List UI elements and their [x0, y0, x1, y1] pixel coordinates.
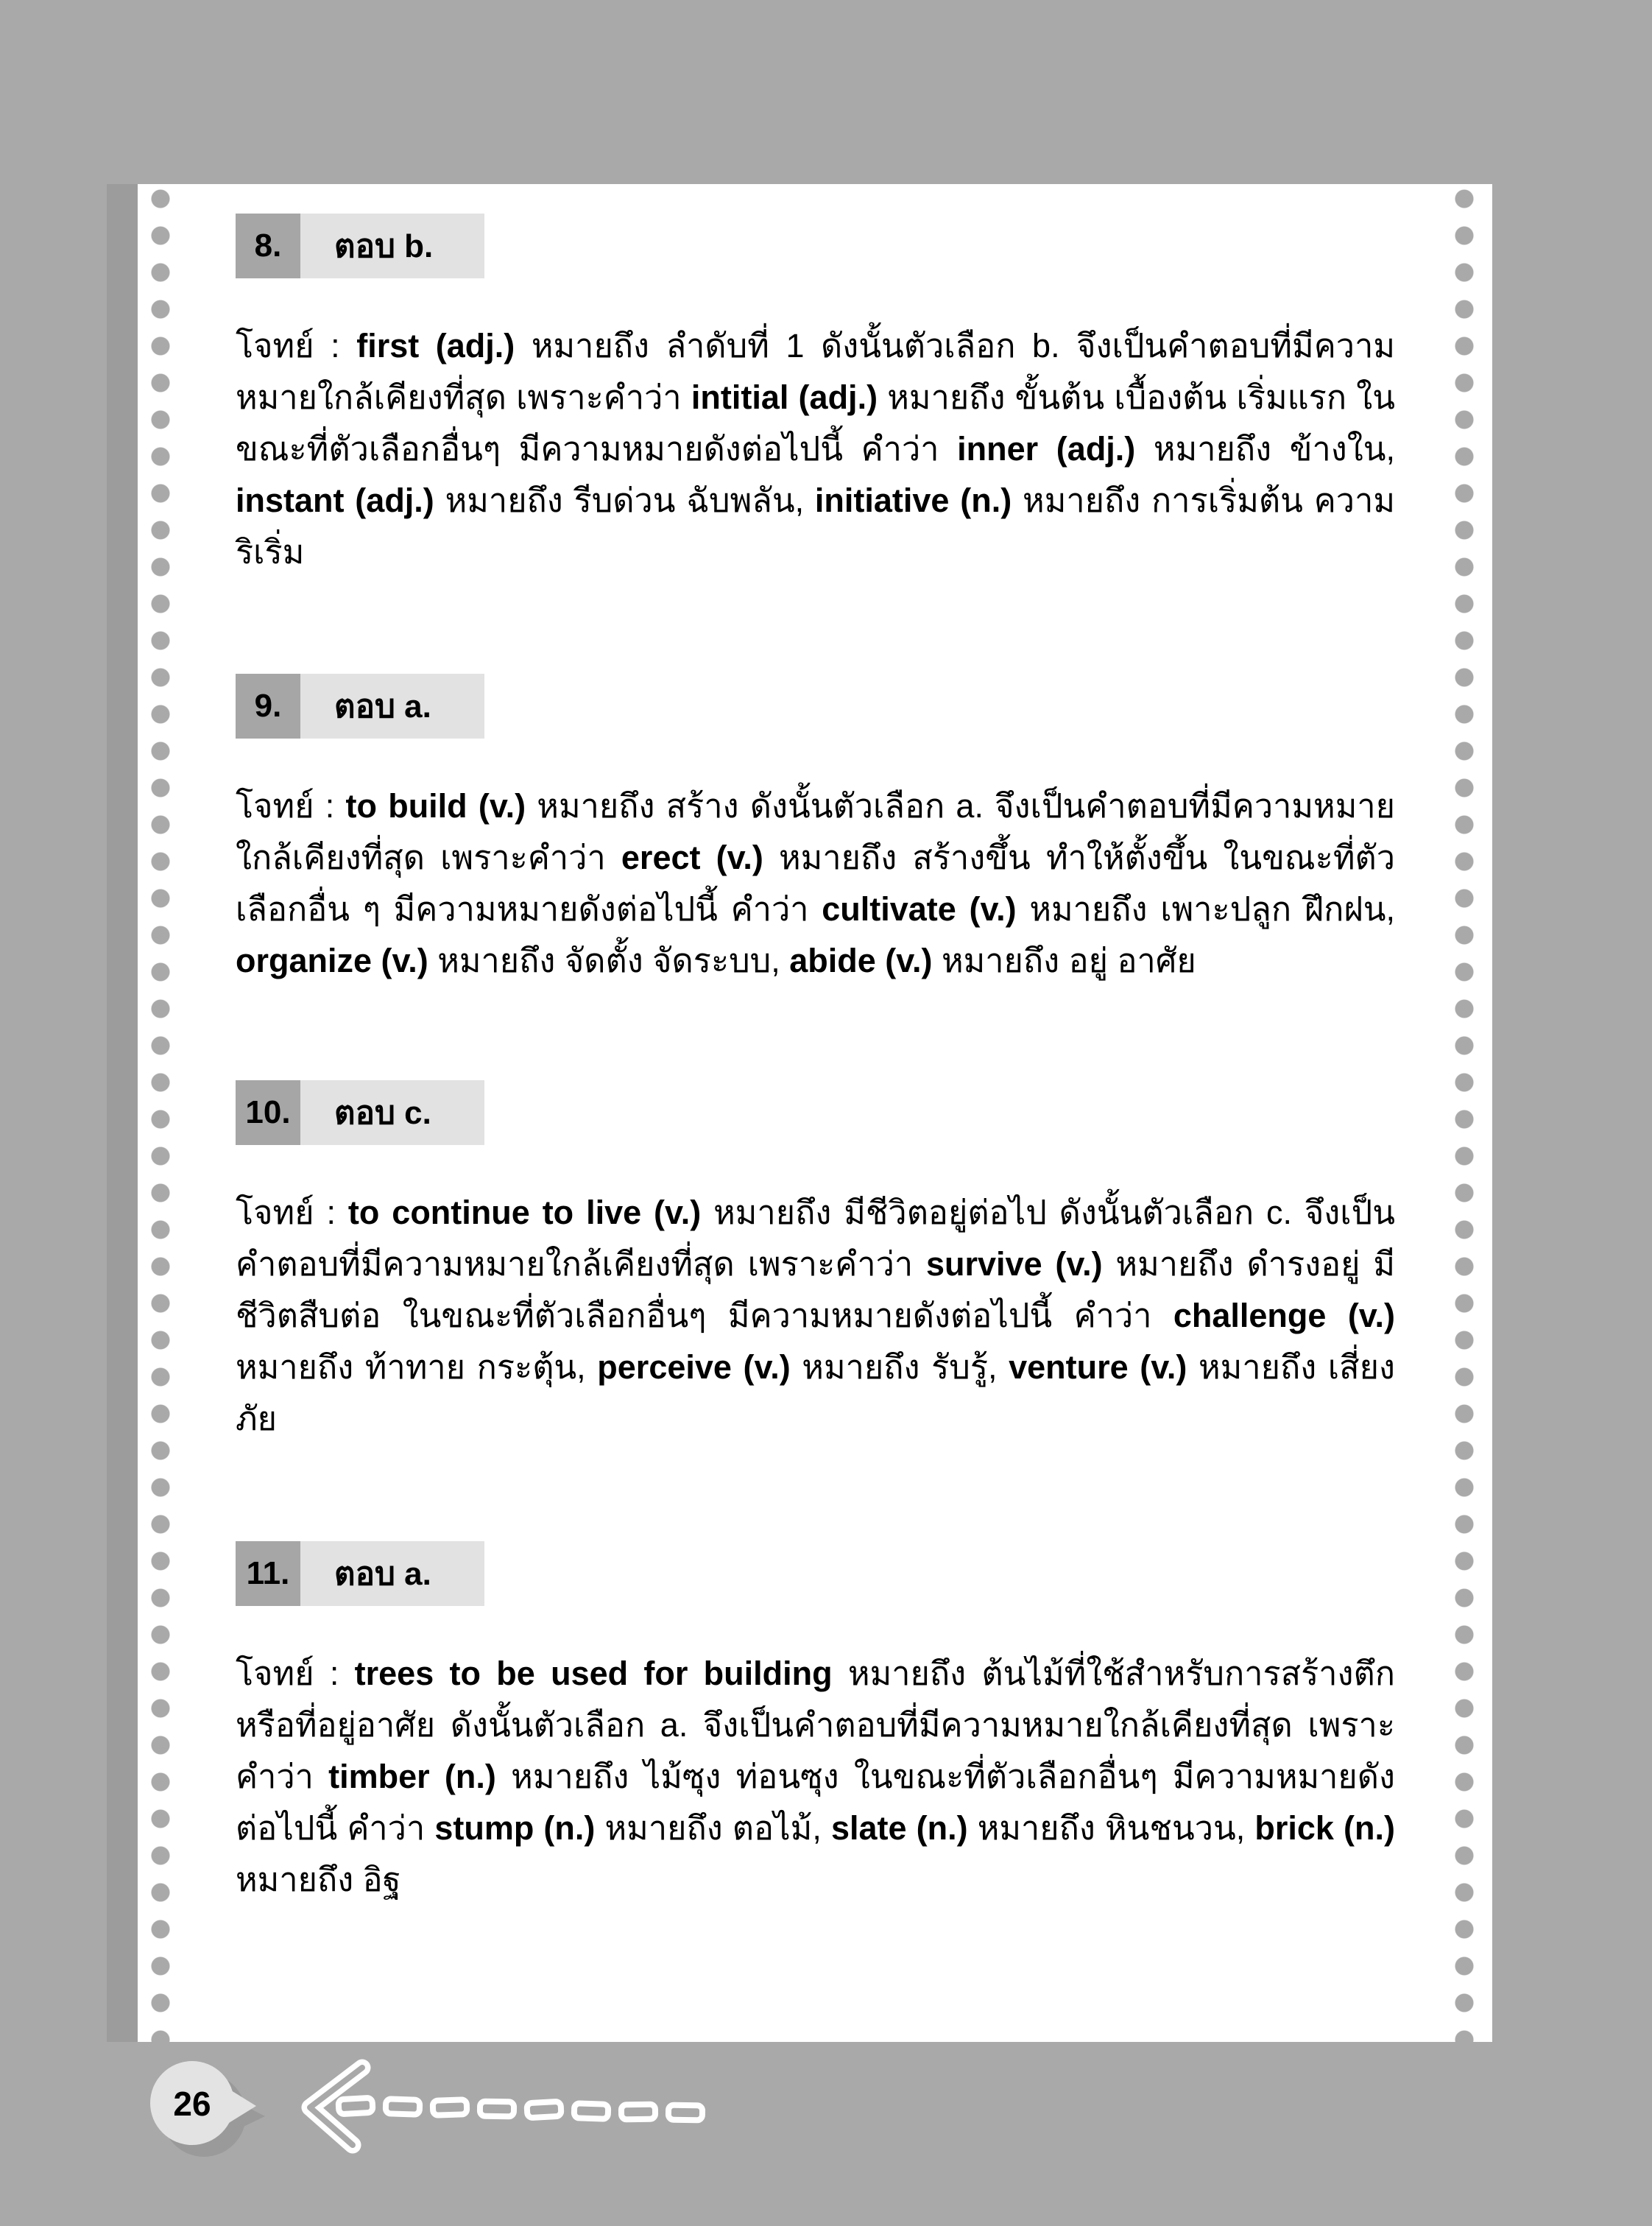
- left-perforation-dots: [151, 184, 170, 2042]
- answer-section-11: [236, 1541, 1413, 1906]
- question-number: 10.: [236, 1080, 300, 1145]
- right-perforation-dots: [1455, 184, 1474, 2042]
- dash-segment: [574, 2103, 609, 2119]
- paper-left-shadow: [107, 184, 138, 2042]
- dashed-left-arrow-icon: [310, 2068, 702, 2145]
- paper-sheet: [138, 184, 1492, 2042]
- dash-segment: [386, 2099, 420, 2115]
- dash-segment: [668, 2105, 702, 2121]
- answer-section-10: [236, 1080, 1413, 1445]
- footer-graphics: [0, 2047, 810, 2226]
- answer-header: [236, 1080, 484, 1145]
- answer-label: ตอบ a.: [300, 1541, 484, 1606]
- answer-label: ตอบ c.: [300, 1080, 484, 1145]
- answer-section-9: [236, 674, 1413, 987]
- explanation-paragraph: โจทย์ : trees to be used for building หมายถึง ต้นไม้ที่ใช้สำหรับการสร้างตึกหรือที่อยู่อาศัย ดังนั้นตัวเลือก a. จึงเป็นคำตอบที่มีความหมายใกล้เคียงที่สุด เพราะคำว่า timber (n.) หมายถึง ไม้ซุง ท่อนซุง ในขณะที่ตัวเลือกอื่นๆ มีความหมายดังต่อไปนี้ คำว่า stump (n.) หมายถึง ตอไม้, slate (n.) หมายถึง หินชนวน, brick (n.) หมายถึง อิฐ: [236, 1655, 1396, 1898]
- page-number: 26: [173, 2085, 211, 2123]
- answer-header: [236, 1541, 484, 1606]
- answer-header: [236, 674, 484, 739]
- question-number: 9.: [236, 674, 300, 739]
- dash-segment: [480, 2102, 514, 2117]
- answer-section-8: [236, 214, 1413, 578]
- dash-segment: [527, 2102, 562, 2118]
- explanation-paragraph: โจทย์ : first (adj.) หมายถึง ลำดับที่ 1 ดังนั้นตัวเลือก b. จึงเป็นคำตอบที่มีความหมายใกล้เคียงที่สุด เพราะคำว่า intitial (adj.) หมายถึง ขั้นต้น เบื้องต้น เริ่มแรก ในขณะที่ตัวเลือกอื่นๆ มีความหมายดังต่อไปนี้ คำว่า inner (adj.) หมายถึง ข้างใน, instant (adj.) หมายถึง รีบด่วน ฉับพลัน, initiative (n.) หมายถึง การเริ่มต้น ความริเริ่ม: [236, 327, 1396, 571]
- answer-label: ตอบ b.: [300, 214, 484, 278]
- answer-header: [236, 214, 484, 278]
- dash-segment: [621, 2105, 655, 2120]
- question-number: 8.: [236, 214, 300, 278]
- dash-segment: [433, 2099, 467, 2116]
- explanation-paragraph: โจทย์ : to continue to live (v.) หมายถึง มีชีวิตอยู่ต่อไป ดังนั้นตัวเลือก c. จึงเป็นคำตอบที่มีความหมายใกล้เคียงที่สุด เพราะคำว่า survive (v.) หมายถึง ดำรงอยู่ มีชีวิตสืบต่อ ในขณะที่ตัวเลือกอื่นๆ มีความหมายดังต่อไปนี้ คำว่า challenge (v.) หมายถึง ท้าทาย กระตุ้น, perceive (v.) หมายถึง รับรู้, venture (v.) หมายถึง เสี่ยงภัย: [236, 1194, 1395, 1437]
- answer-label: ตอบ a.: [300, 674, 484, 739]
- explanation-paragraph: โจทย์ : to build (v.) หมายถึง สร้าง ดังนั้นตัวเลือก a. จึงเป็นคำตอบที่มีความหมายใกล้เคียงที่สุด เพราะคำว่า erect (v.) หมายถึง สร้างขึ้น ทำให้ตั้งขึ้น ในขณะที่ตัวเลือกอื่น ๆ มีความหมายดังต่อไปนี้ คำว่า cultivate (v.) หมายถึง เพาะปลูก ฝึกฝน, organize (v.) หมายถึง จัดตั้ง จัดระบบ, abide (v.) หมายถึง อยู่ อาศัย: [236, 787, 1396, 979]
- answer-key-content: [236, 184, 1413, 1906]
- question-number: 11.: [236, 1541, 300, 1606]
- page-number-badge: [150, 2061, 265, 2157]
- dash-segment: [339, 2098, 373, 2114]
